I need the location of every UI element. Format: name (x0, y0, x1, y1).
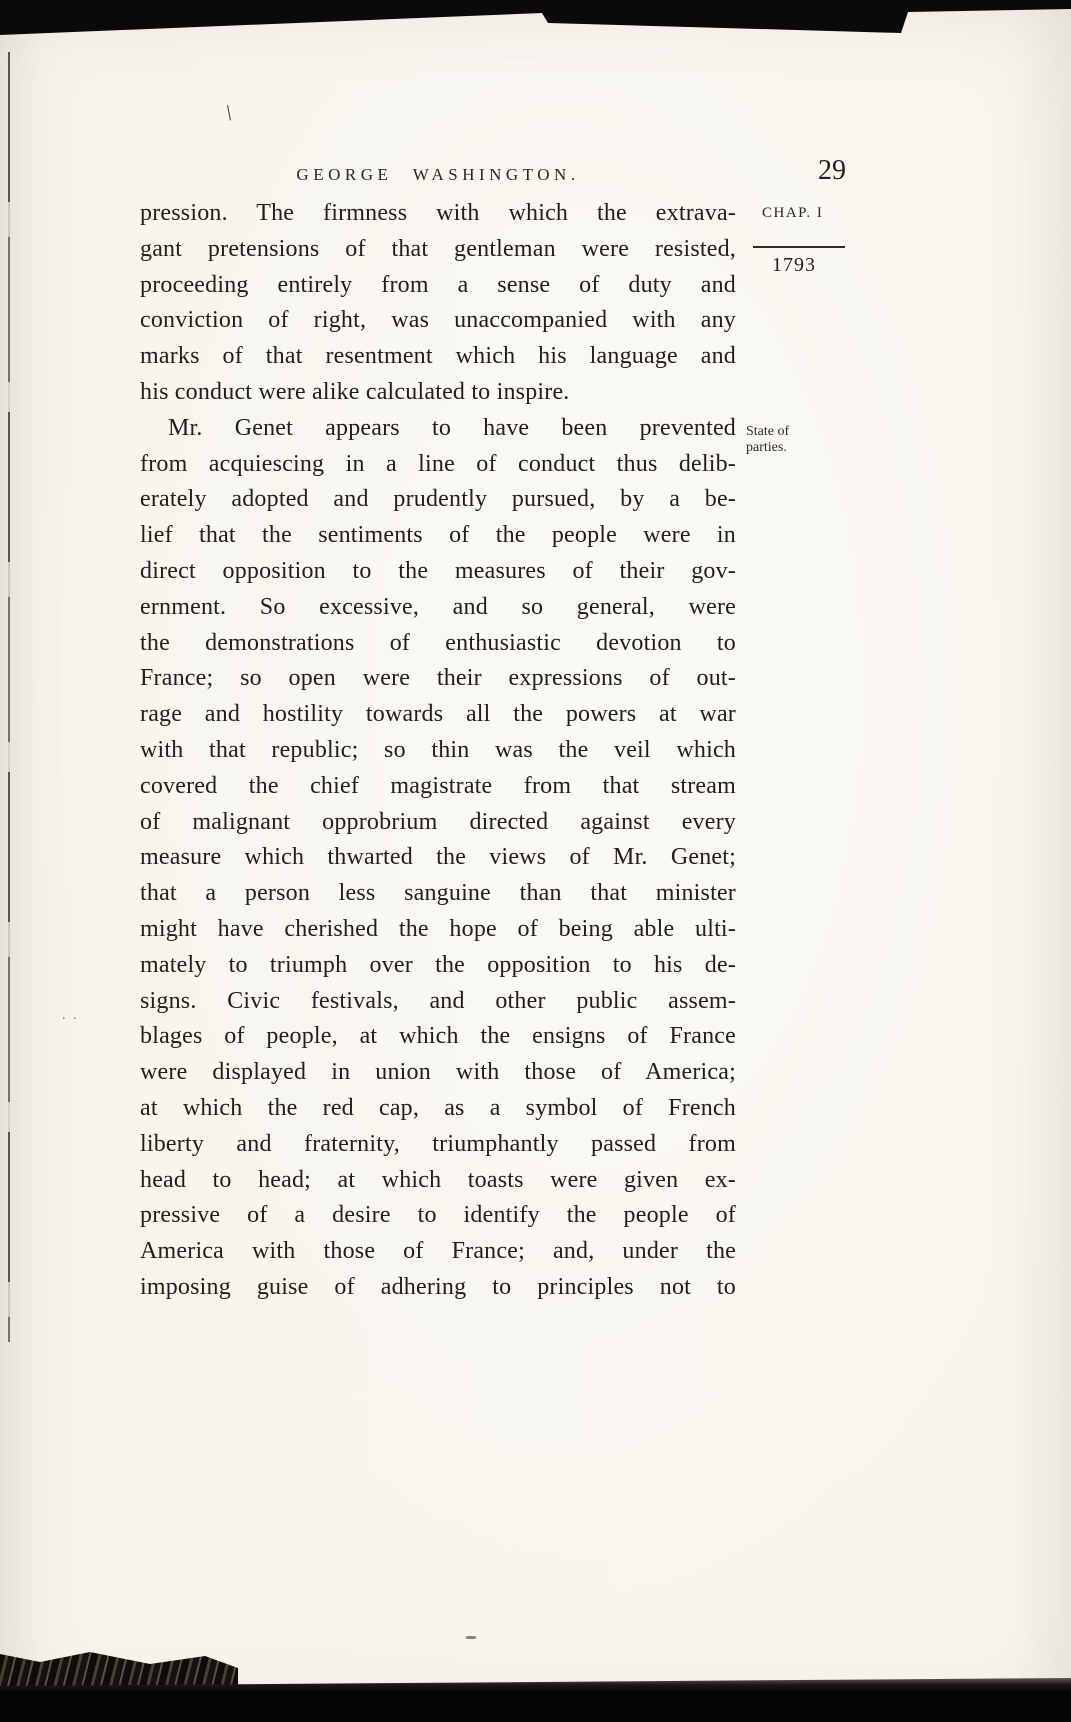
text-line: were displayed in union with those of America; (140, 1059, 736, 1086)
text-line: proceeding entirely from a sense of duty and (140, 271, 736, 298)
text-line: his conduct were alike calculated to inspire. (140, 378, 570, 405)
text-line: rage and hostility towards all the powers at war (140, 701, 736, 728)
text-line: imposing guise of adhering to principles not to (140, 1273, 736, 1300)
text-line: head to head; at which toasts were given ex- (140, 1166, 736, 1193)
text-line: the demonstrations of enthusiastic devotion to (140, 629, 736, 656)
text-line: from acquiescing in a line of conduct thus delib- (140, 450, 736, 477)
text-line: Mr. Genet appears to have been prevented (168, 414, 736, 441)
margin-rule (753, 246, 845, 248)
margin-chapter-label: CHAP. I (762, 205, 824, 221)
text-line: with that republic; so thin was the veil which (140, 736, 736, 763)
text-line: liberty and fraternity, triumphantly passed from (140, 1130, 736, 1157)
text-line: measure which thwarted the views of Mr. Genet; (140, 844, 736, 871)
text-line: marks of that resentment which his language and (140, 343, 736, 370)
text-line: mately to triumph over the opposition to his de- (140, 951, 736, 978)
text-line: direct opposition to the measures of their gov- (140, 557, 736, 584)
page-gutter-line (8, 52, 10, 1342)
paragraph (140, 411, 736, 1306)
text-line: ernment. So excessive, and so general, were (140, 593, 736, 620)
scan-artifact: . . (62, 1008, 79, 1023)
text-line: at which the red cap, as a symbol of French (140, 1094, 736, 1121)
paragraph (140, 196, 736, 411)
text-line: erately adopted and prudently pursued, by a be- (140, 486, 736, 513)
text-line: lief that the sentiments of the people were in (140, 522, 736, 549)
scan-artifact (466, 1636, 476, 1639)
text-line: pressive of a desire to identify the people of (140, 1202, 736, 1229)
text-line: conviction of right, was unaccompanied with any (140, 307, 736, 334)
running-head-title: GEORGE WASHINGTON. (296, 165, 580, 184)
margin-sidenote: State of parties. (746, 424, 790, 455)
text-line: pression. The firmness with which the extrava- (140, 200, 736, 226)
text-line: of malignant opprobrium directed against every (140, 808, 736, 835)
scan-artifact: \ (224, 99, 234, 126)
page-number: 29 (818, 155, 846, 186)
scan-top-black-bar (0, 0, 1071, 40)
text-line: might have cherished the hope of being able ulti- (140, 915, 736, 942)
text-block (140, 196, 736, 1306)
margin-year-label: 1793 (772, 254, 816, 276)
text-line: signs. Civic festivals, and other public assem- (140, 987, 736, 1014)
text-line: covered the chief magistrate from that stream (140, 772, 736, 799)
text-line: France; so open were their expressions of out- (140, 665, 736, 692)
text-line: gant pretensions of that gentleman were resisted, (140, 235, 736, 262)
text-line: blages of people, at which the ensigns of France (140, 1023, 736, 1050)
text-line: that a person less sanguine than that minister (140, 880, 736, 907)
text-line: America with those of France; and, under the (140, 1238, 736, 1265)
